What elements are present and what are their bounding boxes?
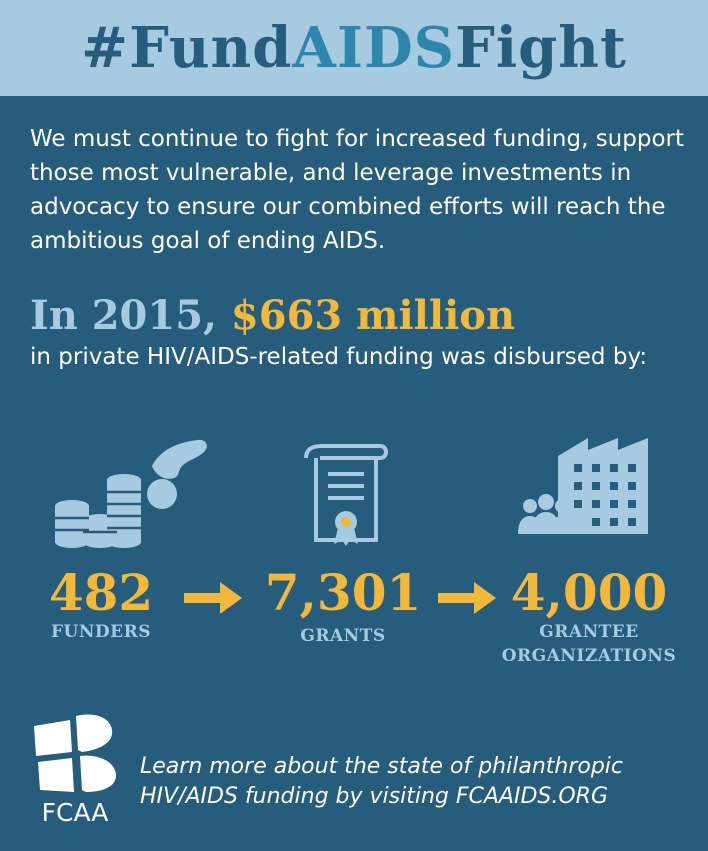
title-part-fund: #Fund xyxy=(81,15,293,81)
headline-funding-amount: $663 million xyxy=(230,292,516,339)
title-part-aids: AIDS xyxy=(292,15,456,81)
coins-hand-icon xyxy=(52,438,212,554)
stat-grantee-number: 4,000 xyxy=(510,563,668,622)
intro-paragraph: We must continue to fight for increased funding, support those most vulnerable, and leverage investments in advocacy to ensure our combined efforts will reach the ambitious goal of ending AIDS. xyxy=(30,126,684,254)
stat-funders-label: FUNDERS xyxy=(50,622,152,642)
hashtag-title xyxy=(81,15,627,81)
stat-funders-number: 482 xyxy=(48,563,154,622)
headline-amount xyxy=(30,292,515,339)
stat-grantee-label xyxy=(499,620,679,668)
fcaa-logo-text: FCAA xyxy=(41,798,109,827)
stat-grants-label: GRANTS xyxy=(300,626,386,646)
arrow-right-icon xyxy=(436,578,498,622)
stat-grants-number: 7,301 xyxy=(264,563,422,622)
certificate-icon xyxy=(300,444,390,552)
headline-subtitle: in private HIV/AIDS-related funding was disbursed by: xyxy=(30,344,648,370)
fcaa-logo-icon xyxy=(30,712,120,800)
footer-cta-text: Learn more about the state of philanthropic HIV/AIDS funding by visiting FCAAIDS.ORG xyxy=(140,754,624,809)
title-part-fight: Fight xyxy=(455,15,627,81)
header-banner xyxy=(0,0,708,96)
stat-grantee-label-line1: GRANTEE xyxy=(539,622,639,642)
arrow-right-icon xyxy=(182,578,244,622)
stat-grantee-label-line2: ORGANIZATIONS xyxy=(501,646,677,666)
headline-year: In 2015, xyxy=(30,292,231,339)
building-people-icon xyxy=(516,434,686,548)
